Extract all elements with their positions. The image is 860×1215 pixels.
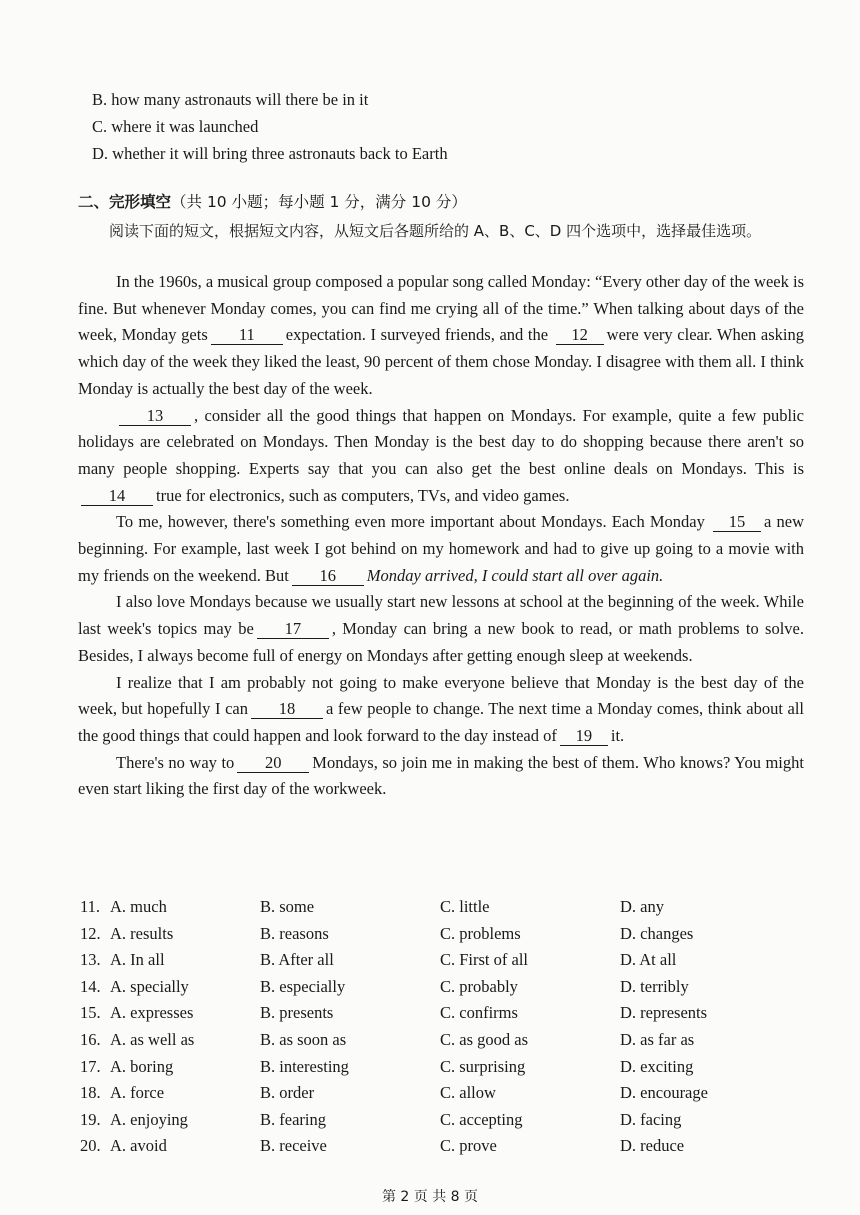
- passage-text: , consider all the good things that happen on Mondays. For example, quite a few public holidays are celebrated on Mondays. Then Monday is the best day to do shopping because there aren't so many people shopping. Experts say that you can also get the best online deals on Mondays. This is: [78, 405, 804, 478]
- passage-text: true for electronics, such as computers, TVs, and video games.: [156, 485, 570, 505]
- option-b: B. some: [260, 897, 315, 916]
- question-options-list: [80, 894, 820, 1160]
- paragraph-2: [78, 403, 804, 510]
- option-d: D. encourage: [620, 1083, 708, 1103]
- question-row: [80, 1080, 820, 1107]
- option-d: D. At all: [620, 950, 677, 970]
- section-title: 二、完形填空: [78, 193, 172, 211]
- section-detail: （共 10 小题；每小题 1 分，满分 10 分）: [171, 193, 467, 211]
- option-c: C. surprising: [440, 1056, 526, 1076]
- blank-13: 13: [119, 407, 191, 426]
- option-d: D. reduce: [620, 1136, 685, 1156]
- cloze-passage: [78, 269, 804, 803]
- question-row: [80, 894, 820, 921]
- option-c: C. allow: [440, 1083, 496, 1103]
- passage-text: I also love Mondays because we usually start new lessons at school at the beginning of the week. While last week's topics may be: [78, 592, 804, 639]
- option-c: C. where it was launched: [92, 117, 259, 136]
- option-b: B. presents: [260, 1003, 334, 1023]
- section-instructions: 阅读下面的短文，根据短文内容，从短文后各题所给的 A、B、C、D 四个选项中，选择最佳选项。: [109, 222, 762, 240]
- option-c: C. little: [440, 897, 490, 916]
- option-b: B. interesting: [260, 1056, 349, 1076]
- option-c: C. accepting: [440, 1109, 523, 1129]
- option-a: A. results: [110, 923, 174, 943]
- question-row: [80, 1027, 820, 1054]
- blank-16: 16: [292, 567, 364, 586]
- option-b: B. After all: [260, 950, 334, 970]
- question-row: [80, 947, 820, 974]
- blank-18: 18: [251, 700, 323, 719]
- option-c: C. probably: [440, 976, 518, 996]
- question-row: [80, 1054, 820, 1081]
- option-d: D. any: [620, 897, 664, 916]
- passage-text: a few people to change. The next time a Monday comes, think about all the good things that could happen and look forward to the day instead of: [78, 699, 804, 745]
- option-d: D. changes: [620, 923, 694, 943]
- option-b: B. receive: [260, 1136, 327, 1156]
- passage-text: There's no way to: [116, 752, 235, 772]
- question-number: 12.: [80, 923, 101, 943]
- question-number: 16.: [80, 1029, 101, 1049]
- blank-11: 11: [211, 326, 283, 345]
- question-row: [80, 1000, 820, 1027]
- passage-text: a new beginning. For example, last week I got behind on my homework and had to give up going to a movie with my friends on the weekend. But: [78, 512, 804, 585]
- blank-15: 15: [713, 513, 761, 532]
- paragraph-6: [78, 750, 804, 803]
- option-c: C. as good as: [440, 1029, 528, 1049]
- question-number: 20.: [80, 1136, 101, 1156]
- option-a: A. much: [110, 897, 167, 916]
- passage-text: I realize that I am probably not going to make everyone believe that Monday is the best day of the week, but hopefully I can: [78, 672, 804, 719]
- option-a: A. In all: [110, 950, 165, 970]
- question-row: [80, 1107, 820, 1134]
- question-row: [80, 921, 820, 948]
- option-a: A. specially: [110, 976, 189, 996]
- paragraph-3: [78, 509, 804, 589]
- option-a: A. as well as: [110, 1029, 195, 1049]
- blank-12: 12: [556, 326, 604, 345]
- option-b: B. fearing: [260, 1109, 326, 1129]
- paragraph-4: [78, 589, 804, 669]
- question-number: 13.: [80, 950, 101, 970]
- option-b: B. as soon as: [260, 1029, 347, 1049]
- option-d: D. as far as: [620, 1029, 695, 1049]
- option-d: D. represents: [620, 1003, 708, 1023]
- blank-20: 20: [237, 754, 309, 773]
- question-number: 14.: [80, 976, 101, 996]
- option-a: A. expresses: [110, 1003, 194, 1023]
- option-c: C. First of all: [440, 950, 529, 970]
- question-number: 18.: [80, 1083, 101, 1103]
- blank-14: 14: [81, 487, 153, 506]
- option-b: B. order: [260, 1083, 315, 1103]
- option-a: A. force: [110, 1083, 165, 1103]
- blank-19: 19: [560, 727, 608, 746]
- question-number: 15.: [80, 1003, 101, 1023]
- option-c: C. confirms: [440, 1003, 518, 1023]
- passage-text: Mondays, so join me in making the best of them. Who knows? You might even start liking the first day of the workweek.: [78, 752, 804, 799]
- question-row: [80, 974, 820, 1001]
- option-d: D. exciting: [620, 1056, 694, 1076]
- option-a: A. enjoying: [110, 1109, 188, 1129]
- option-c: C. problems: [440, 923, 521, 943]
- option-a: A. avoid: [110, 1136, 167, 1156]
- paragraph-1: [78, 269, 804, 403]
- passage-text: To me, however, there's something even more important about Mondays. Each Monday: [116, 512, 705, 532]
- passage-text: were very clear. When asking which day of the week they liked the least, 90 percent of them chose Monday. I disagree with them all. I think Monday is actually the best day of the week.: [78, 325, 804, 398]
- passage-text: Monday arrived, I could start all over again.: [366, 565, 664, 585]
- option-d: D. facing: [620, 1109, 682, 1129]
- option-b: B. how many astronauts will there be in it: [92, 90, 369, 109]
- option-c: C. prove: [440, 1136, 497, 1156]
- passage-text: expectation. I surveyed friends, and the: [285, 325, 549, 345]
- question-number: 19.: [80, 1109, 101, 1129]
- page-footer: 第 2 页 共 8 页: [381, 1189, 479, 1205]
- question-number: 17.: [80, 1056, 101, 1076]
- option-b: B. especially: [260, 976, 346, 996]
- option-d: D. terribly: [620, 976, 689, 996]
- paragraph-5: [78, 670, 804, 750]
- question-row: [80, 1133, 820, 1160]
- passage-text: it.: [610, 725, 625, 745]
- section-heading: [78, 190, 467, 212]
- question-number: 11.: [80, 897, 101, 916]
- option-a: A. boring: [110, 1056, 174, 1076]
- passage-text: In the 1960s, a musical group composed a popular song called Monday: “Every other day of the week is fine. But whenever Monday comes, you can find me crying all of the time.” When talking about days of the week, Monday gets: [78, 272, 804, 345]
- blank-17: 17: [257, 620, 329, 639]
- previous-question-options: [92, 86, 448, 167]
- passage-text: , Monday can bring a new book to read, or math problems to solve. Besides, I always become full of energy on Mondays after getting enough sleep at weekends.: [78, 619, 804, 665]
- option-d: D. whether it will bring three astronauts back to Earth: [92, 144, 448, 163]
- option-b: B. reasons: [260, 923, 329, 943]
